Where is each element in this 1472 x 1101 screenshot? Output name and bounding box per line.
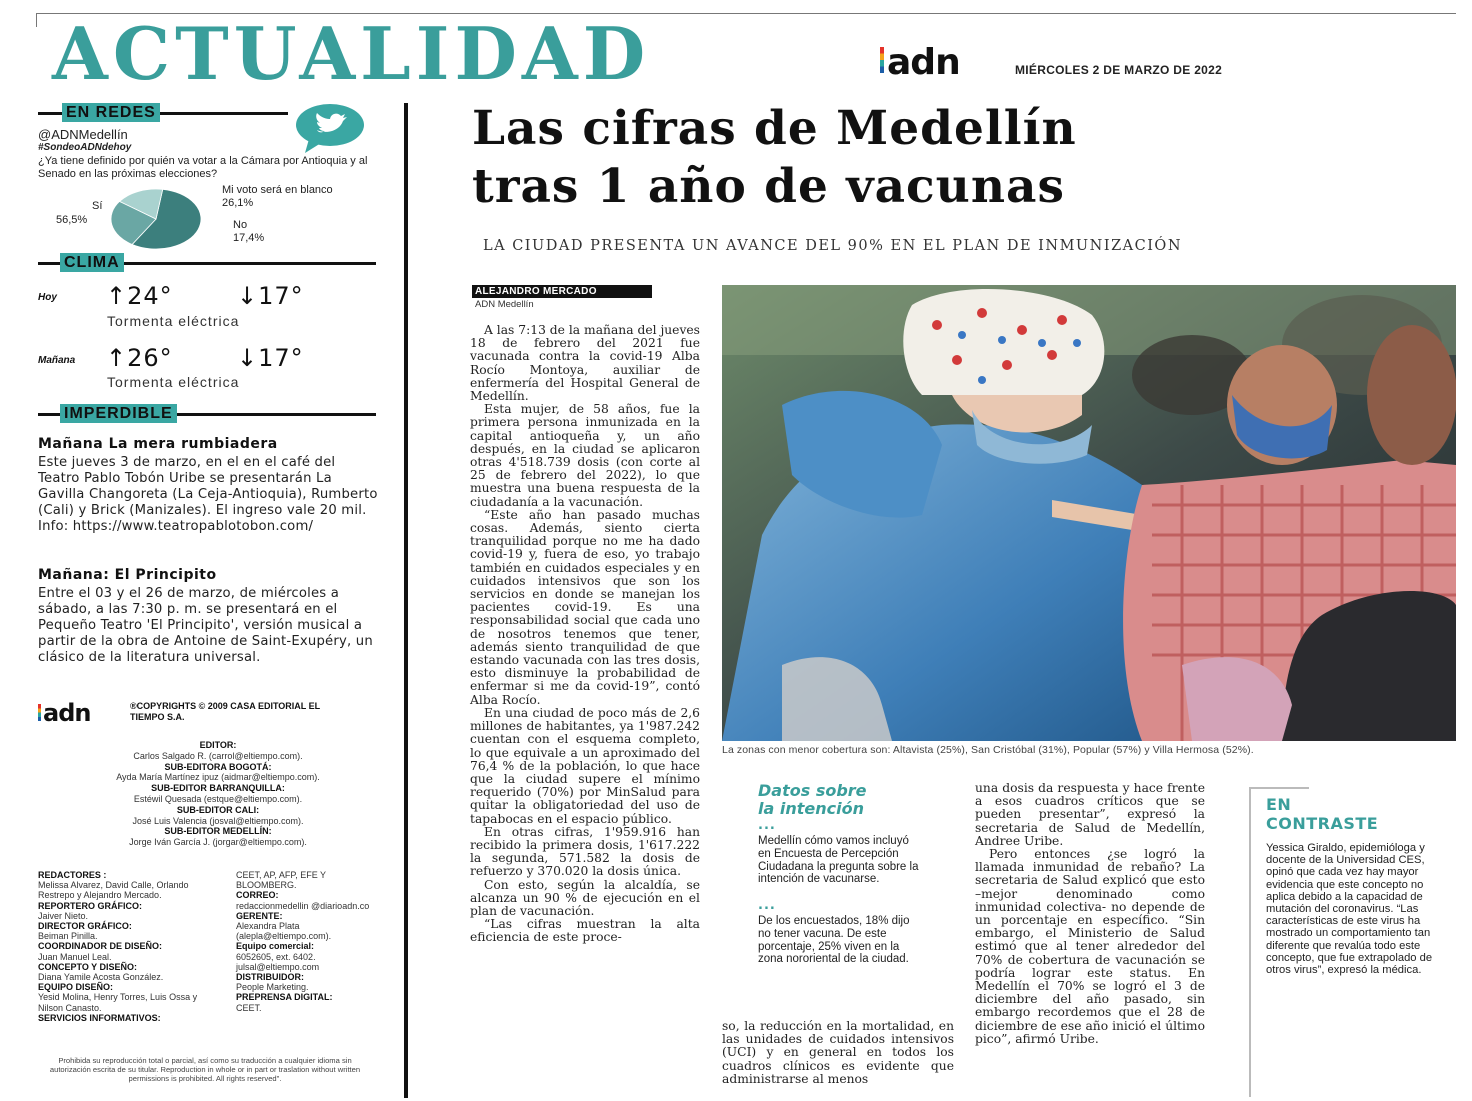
- contraste-title: [1266, 795, 1378, 833]
- staff-text: Diana Yamile Acosta González.: [38, 972, 164, 983]
- staff-role: GERENTE:: [236, 910, 283, 921]
- poll-label-si: [92, 200, 102, 213]
- article-paragraph: “Las cifras muestran la alta eficiencia de este proce-: [470, 917, 700, 945]
- article-paragraph: Con esto, según la alcaldía, se alcanza un 90 % de ejecución en el plan de vacunación.: [470, 877, 700, 918]
- poll-label-blanco: Mi voto será en blanco: [222, 184, 333, 196]
- poll-value-blanco: 26,1%: [222, 197, 254, 209]
- contraste-title-line-1: EN: [1266, 795, 1292, 814]
- staff-text: Juan Manuel Leal.: [38, 951, 112, 962]
- datos-item: Medellín cómo vamos incluyó en Encuesta de Percepción Ciudadana la pregunta sobre la intención de vacunarse.: [758, 835, 919, 886]
- poll-value-no: 17,4%: [233, 232, 265, 244]
- article-paragraph: Esta mujer, de 58 años, fue la primera persona inmunizada en la capital antioqueña y, un año después, en la ciudad se aplicaron otras 4'518.739 dosis (con corte al 25 de febrero del 2022), lo que muestra una buena respuesta de la ciudadanía a la vacunación.: [470, 402, 700, 509]
- event-title: Mañana La mera rumbiadera: [38, 436, 278, 452]
- staff-role: REPORTERO GRÁFICO:: [38, 900, 143, 911]
- photo-caption: La zonas con menor cobertura son: Altavista (25%), San Cristóbal (31%), Popular (57%) y Villa Hermosa (52%).: [722, 744, 1254, 756]
- staff-text: CEET.: [236, 1002, 262, 1013]
- article-paragraph: En otras cifras, 1'959.916 han recibido la primera dosis, 1'617.222 la segunda, 571.582 la dosis de refuerzo y 370.020 la dosis única.: [470, 824, 700, 879]
- datos-title-line-2: la intención: [758, 799, 864, 818]
- staff-text: redaccionmedellin @diarioadn.co: [236, 900, 370, 911]
- article-paragraph: En una ciudad de poco más de 2,6 millones de habitantes, ya 1'987.242 cuentan con el esquema completo, lo que equivale a un aproximado del 76,4 % de la población, lo que hace que la ciudad supere el mínimo requerido (70%) por MinSalud para quitar la obligatoriedad del uso de tapabocas en el espacio público.: [470, 705, 700, 826]
- staff-name: Jorge Iván García J. (jorgar@eltiempo.com).: [129, 837, 307, 848]
- staff-role: CORREO:: [236, 890, 279, 901]
- clima-header: [38, 253, 376, 271]
- staff-role: SUB-EDITOR CALI:: [176, 804, 260, 815]
- staff-name: Estéwil Quesada (estque@eltiempo.com).: [133, 793, 303, 804]
- staff-text: Alexandra Plata (alepla@eltiempo.com).: [236, 921, 332, 942]
- staff-role: CONCEPTO Y DISEÑO:: [38, 961, 138, 972]
- contraste-title-line-2: CONTRASTE: [1266, 814, 1379, 833]
- article-headline: [472, 100, 1077, 216]
- staff-role: SERVICIOS INFORMATIVOS:: [38, 1012, 161, 1023]
- weather-desc-tomorrow: Tormenta eléctrica: [107, 374, 240, 390]
- weather-high-today: ↑24°: [106, 282, 173, 310]
- poll-question: ¿Ya tiene definido por quién va votar a la Cámara por Antioquia y al Senado en las próximas elecciones?: [38, 155, 368, 180]
- staff-role: REDACTORES :: [38, 870, 107, 880]
- article-paragraph: una dosis da respuesta y hace frente a esos cuadros críticos que se pueden presentar”, expresó la secretaria de Salud de Medellín, Andree Uribe.: [975, 781, 1205, 848]
- en-redes-header: [38, 103, 288, 121]
- editors-list: [36, 740, 400, 848]
- article-author: ALEJANDRO MERCADO: [472, 285, 652, 298]
- staff-role: EQUIPO DISEÑO:: [38, 982, 114, 993]
- adn-small-logo: [38, 700, 90, 726]
- copyright-notice: ®COPYRIGHTS © 2009 CASA EDITORIAL EL TIEMPO S.A.: [130, 701, 320, 722]
- event-body: Este jueves 3 de marzo, en el en el café del Teatro Pablo Tobón Uribe se presentarán La Gavilla Changoreta (La Ceja-Antioquia), Rumberto (Cali) y Brick (Manizales). El ingreso vale 20 mil. Info: https://www.teatropablotobon.com/: [38, 455, 378, 534]
- event-body: Entre el 03 y el 26 de marzo, de miércoles a sábado, a las 7:30 p. m. se presentará en el Pequeño Teatro 'El Principito', versión musical a partir de la obra de Antoine de Saint-Exupéry, un clásico de la literatura universal.: [38, 586, 373, 665]
- section-title: ACTUALIDAD: [52, 11, 651, 96]
- poll-label-text: Sí: [92, 200, 103, 212]
- poll-label-no: No: [233, 219, 248, 231]
- staff-name: Ayda María Martínez ipuz (aidmar@eltiempo.com).: [116, 772, 320, 783]
- article-paragraph: “Este año han pasado muchas cosas. Además, siento cierta tranquilidad porque no me ha dado covid-19 y, fuera de eso, yo trabajo también en cuidados especiales y en cuidados intensivos que son los servicios en donde se manejan los pacientes covid-19. Es una responsabilidad social que cada uno de nosotros tenemos que tener, además siento tranquilidad de que estando vacunada con las tres dosis, esto disminuye la probabilidad de enfermar si me da covid-19”, contó Alba Rocío.: [470, 507, 700, 707]
- poll-hashtag[interactable]: #SondeoADNdehoy: [38, 142, 132, 153]
- staff-role: DIRECTOR GRÁFICO:: [38, 921, 132, 932]
- staff-role: SUB-EDITOR MEDELLÍN:: [164, 826, 272, 837]
- contraste-top-rule: [1249, 787, 1309, 789]
- staff-role: DISTRIBUIDOR:: [236, 972, 304, 983]
- staff-list-right: [236, 870, 386, 1013]
- datos-item: De los encuestados, 18% dijo no tener vacuna. De este porcentaje, 25% viven en la zona nororiental de la ciudad.: [758, 915, 910, 966]
- datos-box-title: [758, 782, 867, 818]
- article-column-3: [975, 782, 1205, 1046]
- weather-low-tomorrow: ↓17°: [237, 344, 304, 372]
- staff-role: Equipo comercial:: [236, 941, 315, 952]
- staff-role: SUB-EDITORA BOGOTÁ:: [164, 761, 272, 772]
- article-paragraph: so, la reducción en la mortalidad, en las unidades de cuidados intensivos (UCI) y en general en todos los cuadros clínicos es evidente que administrarse al menos: [722, 1019, 954, 1086]
- article-subhead: LA CIUDAD PRESENTA UN AVANCE DEL 90% EN EL PLAN DE INMUNIZACIÓN: [483, 238, 1183, 254]
- section-tag: CLIMA: [60, 253, 124, 272]
- staff-text: Melissa Alvarez, David Calle, Orlando Restrepo y Alejandro Mercado.: [38, 880, 189, 901]
- legal-notice: Prohibida su reproducción total o parcial, así como su traducción a cualquier idioma sin autorización escrita de su titular. Reproduction in whole or in part or traslation without written permissions is prohibited. All rights reserved".: [49, 1056, 361, 1084]
- logo-color-bars: [38, 704, 41, 721]
- staff-text: Jaiver Nieto.: [38, 910, 89, 921]
- staff-role: PREPRENSA DIGITAL:: [236, 992, 333, 1003]
- event-title: Mañana: El Principito: [38, 567, 217, 583]
- headline-line-2: tras 1 año de vacunas: [472, 159, 1065, 214]
- section-tag: EN REDES: [62, 103, 160, 122]
- adn-small-logo-text: adn: [43, 699, 91, 727]
- adn-logo: [880, 43, 960, 83]
- staff-role: EDITOR:: [199, 740, 237, 750]
- staff-role: SUB-EDITOR BARRANQUILLA:: [151, 783, 285, 794]
- section-tag: IMPERDIBLE: [60, 404, 177, 423]
- staff-text: 6052605, ext. 6402. julsal@eltiempo.com: [236, 951, 320, 972]
- contraste-text: Yessica Giraldo, epidemióloga y docente de la Universidad CES, opinó que cada vez hay mayor evidencia que este concepto no aplica debido a la capacidad de mutación del coronavirus. “Las características de este virus ha mostrado un comportamiento tan diferente que revalúa todo este concepto, que fue extrapolado de otros virus”, expresó la médica.: [1266, 842, 1433, 977]
- headline-line-1: Las cifras de Medellín: [472, 101, 1077, 156]
- dots-separator: ...: [758, 818, 776, 833]
- weather-low-today: ↓17°: [237, 282, 304, 310]
- staff-text: Beiman Pinilla.: [38, 931, 98, 942]
- weather-day-tomorrow: Mañana: [38, 355, 76, 366]
- staff-text: Yesid Molina, Henry Torres, Luis Ossa y Nilson Canasto.: [38, 992, 198, 1013]
- weather-desc-today: Tormenta eléctrica: [107, 313, 240, 329]
- article-column-2: [722, 1020, 954, 1086]
- staff-list-left: [38, 870, 216, 1023]
- twitter-handle[interactable]: @ADNMedellín: [38, 127, 128, 142]
- column-divider: [404, 103, 408, 1098]
- vaccination-photo: [722, 285, 1456, 741]
- weather-day-today: Hoy: [38, 292, 57, 303]
- staff-name: José Luis Valencia (josval@eltiempo.com).: [132, 815, 304, 826]
- contraste-rule: [1249, 787, 1251, 1097]
- issue-date: MIÉRCOLES 2 DE MARZO DE 2022: [1015, 63, 1223, 77]
- poll-value-si: 56,5%: [56, 214, 88, 226]
- logo-color-bars: [880, 47, 884, 73]
- datos-title-line-1: Datos sobre: [758, 781, 867, 800]
- article-column-1: [470, 324, 700, 945]
- top-rule-tick: [36, 13, 37, 27]
- staff-text: CEET, AP, AFP, EFE Y BLOOMBERG.: [236, 870, 326, 891]
- twitter-icon: [295, 103, 365, 153]
- article-outlet: ADN Medellín: [475, 299, 534, 310]
- adn-logo-text: adn: [887, 42, 960, 83]
- staff-role: COORDINADOR DE DISEÑO:: [38, 941, 163, 952]
- staff-name: Carlos Salgado R. (carrol@eltiempo.com).: [133, 750, 303, 761]
- article-paragraph: A las 7:13 de la mañana del jueves 18 de febrero del 2021 fue vacunada contra la covid-19 Alba Rocío Montoya, auxiliar de enfermería del Hospital General de Medellín.: [470, 323, 700, 404]
- poll-pie-chart: [110, 188, 202, 250]
- article-paragraph: Pero entonces ¿se logró la llamada inmunidad de rebaño? La secretaria de Salud explicó que esto –mejor denominado como inmunidad colectiva- no depende de un porcentaje en específico. “Sin embargo, el Ministerio de Salud estimó que al tener alrededor del 70% de cobertura de vacunación se podría lograr este status. En Medellín el 70% se logró el 3 de diciembre del año pasado, sin embargo recordemos que el 28 de diciembre de ese año inició el último pico”, afirmó Uribe.: [975, 847, 1205, 1046]
- staff-text: People Marketing.: [236, 982, 309, 993]
- imperdible-header: [38, 404, 376, 422]
- dots-separator: ...: [758, 898, 776, 913]
- weather-high-tomorrow: ↑26°: [106, 344, 173, 372]
